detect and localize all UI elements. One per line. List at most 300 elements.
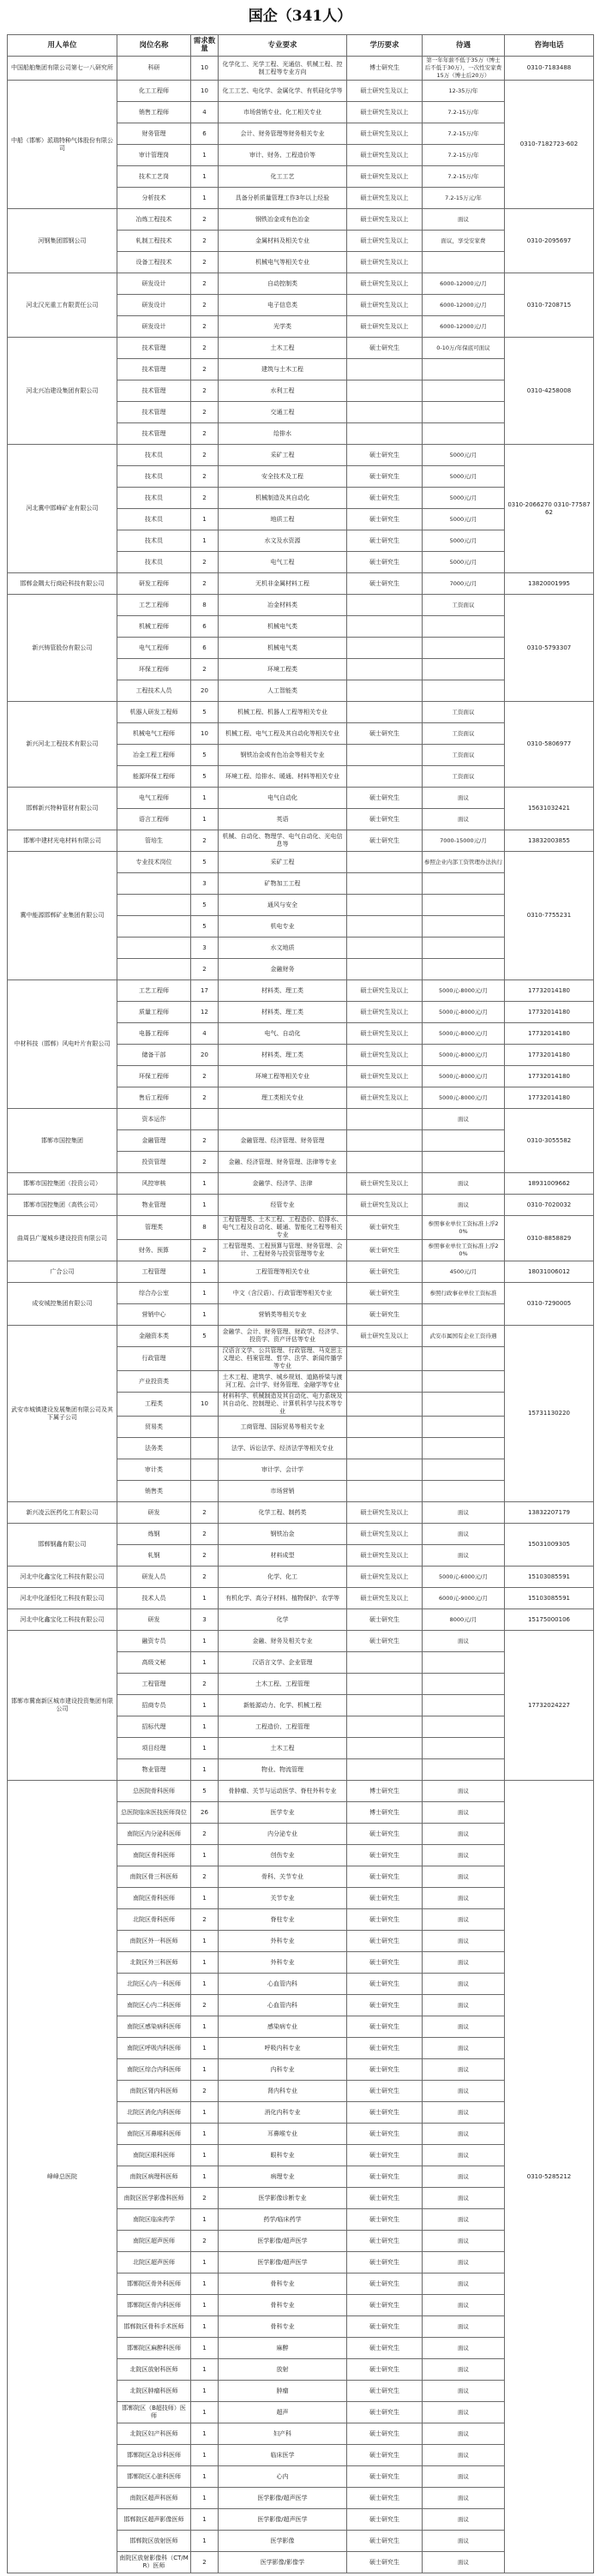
cell-major: 土木工程: [219, 338, 347, 359]
cell-position: 邯郸院区放射医师: [117, 2531, 191, 2552]
cell-education: 硕士研究生: [347, 2145, 423, 2166]
cell-salary: 6000元-9000元/月: [423, 1588, 505, 1609]
cell-education: [347, 1459, 423, 1481]
cell-unit: 河钢集团邯钢公司: [8, 209, 117, 273]
table-body: [8, 57, 594, 2573]
cell-position: 研发工程师: [117, 573, 191, 595]
cell-unit: 河北冀中邯峰矿业有限公司: [8, 445, 117, 573]
cell-phone: 18031006012: [505, 1261, 594, 1283]
cell-major: 工程管理等相关专业: [219, 1261, 347, 1283]
cell-major: 金融学、会计、财务管理、财政学、经济学、投资学、资产评估等专业: [219, 1326, 347, 1347]
cell-salary: 参照行政事业单位工资标准: [423, 1283, 505, 1304]
cell-position: 北院区放射科医师: [117, 2359, 191, 2381]
cell-count: 1: [191, 166, 219, 188]
cell-salary: 面议: [423, 2209, 505, 2231]
cell-education: [347, 702, 423, 723]
cell-major: 钢铁冶金或有色冶金: [219, 209, 347, 231]
cell-position: 电器工程师: [117, 1023, 191, 1045]
cell-position: 北院区妇产科医师: [117, 2423, 191, 2445]
cell-education: 硕士研究生: [347, 2038, 423, 2059]
cell-phone: 0310-7183488: [505, 57, 594, 81]
cell-phone: 0310-8858829: [505, 1216, 594, 1261]
cell-count: 20: [191, 1045, 219, 1066]
table-row: [8, 702, 594, 723]
cell-salary: 面议: [423, 1802, 505, 1824]
cell-education: 硕士研究生: [347, 2359, 423, 2381]
cell-phone: 15103085591: [505, 1567, 594, 1588]
cell-education: 硕士研究生: [347, 2552, 423, 2573]
cell-major: 化学工程、制药类: [219, 1502, 347, 1524]
cell-count: 2: [191, 338, 219, 359]
cell-count: [191, 1481, 219, 1502]
cell-salary: 面议: [423, 1866, 505, 1888]
cell-position: 招商专员: [117, 1695, 191, 1716]
cell-count: 1: [191, 2402, 219, 2423]
cell-position: 技术员: [117, 509, 191, 530]
cell-position: 南院区医学影像科医师: [117, 2188, 191, 2209]
cell-unit: 新兴铸管股份有限公司: [8, 595, 117, 702]
table-row: [8, 1567, 594, 1588]
cell-major: 会计、财务管理等财务相关专业: [219, 123, 347, 145]
cell-education: [347, 1393, 423, 1417]
cell-major: 环境工程、给排水、暖通、材料等相关专业: [219, 766, 347, 788]
table-row: [8, 57, 594, 81]
cell-count: [191, 1371, 219, 1393]
cell-education: [347, 380, 423, 402]
table-row: [8, 852, 594, 873]
cell-salary: 面议: [423, 1824, 505, 1845]
header-salary: 待遇: [423, 35, 505, 57]
cell-salary: [423, 1674, 505, 1695]
cell-education: 硕士研究生: [347, 2445, 423, 2466]
cell-major: 钢铁冶金或有色冶金等相关专业: [219, 745, 347, 766]
cell-count: 2: [191, 1995, 219, 2016]
table-row: [8, 573, 594, 595]
cell-salary: 4500元/月: [423, 1261, 505, 1283]
cell-major: 理工类相关专业: [219, 1087, 347, 1109]
cell-phone: 17732014180: [505, 1002, 594, 1023]
cell-major: 审计、财务、工程造价等: [219, 145, 347, 166]
cell-major: 消化内科专业: [219, 2102, 347, 2124]
cell-education: 硕士研究生: [347, 2273, 423, 2295]
cell-education: [347, 1759, 423, 1781]
cell-position: 物业管理: [117, 1195, 191, 1216]
cell-count: 5: [191, 702, 219, 723]
cell-salary: 面议: [423, 2124, 505, 2145]
cell-education: 硕士研究生: [347, 1631, 423, 1652]
cell-salary: 面议: [423, 209, 505, 231]
cell-education: 硕士研究生: [347, 1240, 423, 1261]
cell-phone: 0310-7755231: [505, 852, 594, 980]
table-header-row: [8, 35, 594, 57]
cell-phone: 15175000106: [505, 1609, 594, 1631]
cell-salary: 7.2-15万/年: [423, 123, 505, 145]
cell-education: [347, 1130, 423, 1152]
page-title: 国企（341人）: [248, 8, 352, 25]
cell-count: 1: [191, 1195, 219, 1216]
cell-unit: 曲周县广厦城乡建设投资有限公司: [8, 1216, 117, 1261]
cell-major: 电气、自动化: [219, 1023, 347, 1045]
cell-salary: 面议: [423, 2381, 505, 2402]
cell-position: 北院区超声医师: [117, 2252, 191, 2273]
cell-position: 产业投资类: [117, 1371, 191, 1393]
cell-major: 通风与安全: [219, 895, 347, 916]
cell-salary: 5000元-8000元/月: [423, 1087, 505, 1109]
cell-education: 硕士研究生: [347, 2316, 423, 2338]
cell-position: 南院区病理科医师: [117, 2166, 191, 2188]
cell-major: 药学/临床药学: [219, 2209, 347, 2231]
cell-salary: 5000元/月: [423, 552, 505, 573]
cell-education: 硕士研究生: [347, 2381, 423, 2402]
cell-salary: 5000元-8000元/月: [423, 1045, 505, 1066]
cell-salary: [423, 1695, 505, 1716]
cell-position: 金融资本类: [117, 1326, 191, 1347]
cell-count: 1: [191, 2445, 219, 2466]
cell-count: 1: [191, 2145, 219, 2166]
cell-salary: 5000元-8000元/月: [423, 1002, 505, 1023]
cell-salary: 第一年年薪不低于35万（博士后不低于30万），一次性安家费15万（博士后20万）: [423, 57, 505, 81]
cell-salary: 工资面议: [423, 745, 505, 766]
cell-count: 2: [191, 488, 219, 509]
cell-major: 无机非金属材料工程: [219, 573, 347, 595]
cell-salary: 0-10万/年保底可面议: [423, 338, 505, 359]
cell-education: 硕士研究生: [347, 552, 423, 573]
cell-position: 南院区超声科医师: [117, 2488, 191, 2509]
cell-education: 硕士研究生: [347, 1888, 423, 1909]
cell-phone: 15031009305: [505, 1524, 594, 1567]
cell-major: 经管专业: [219, 1195, 347, 1216]
cell-major: 金融、财务及相关专业: [219, 1631, 347, 1652]
cell-major: 外科专业: [219, 1931, 347, 1952]
cell-count: 2: [191, 1066, 219, 1087]
cell-education: 硕士研究生及以上: [347, 1567, 423, 1588]
cell-position: 物业管理: [117, 1759, 191, 1781]
cell-position: 南院区心内二科医师: [117, 1995, 191, 2016]
cell-salary: [423, 959, 505, 980]
cell-salary: 7.2-15万/年: [423, 145, 505, 166]
cell-education: 硕士研究生及以上: [347, 1002, 423, 1023]
cell-count: 1: [191, 1738, 219, 1759]
cell-education: 硕士研究生: [347, 1952, 423, 1974]
cell-phone: 17732014180: [505, 1087, 594, 1109]
cell-position: 电气工程师: [117, 788, 191, 809]
cell-position: 研发设计: [117, 316, 191, 338]
cell-count: 2: [191, 1866, 219, 1888]
cell-education: [347, 1695, 423, 1716]
cell-count: 1: [191, 1304, 219, 1326]
cell-education: 硕士研究生: [347, 1216, 423, 1240]
cell-education: 硕士研究生及以上: [347, 1502, 423, 1524]
cell-education: 硕士研究生及以上: [347, 273, 423, 295]
cell-salary: 参照事业单位工资标准上浮20%: [423, 1216, 505, 1240]
table-row: [8, 1502, 594, 1524]
cell-unit: 邯郸市国控集团: [8, 1109, 117, 1173]
cell-education: [347, 766, 423, 788]
cell-education: 硕士研究生: [347, 2402, 423, 2423]
table-row: [8, 1261, 594, 1283]
cell-phone: 0310-5793307: [505, 595, 594, 702]
cell-phone: 0310-2066270 0310-7758762: [505, 445, 594, 573]
table-row: [8, 1326, 594, 1347]
cell-phone: 17732014180: [505, 1045, 594, 1066]
cell-unit: 武安市城镇建设发展集团有限公司及其下属子公司: [8, 1326, 117, 1502]
cell-position: 质量工程师: [117, 1002, 191, 1023]
cell-education: 硕士研究生: [347, 445, 423, 466]
cell-position: [117, 873, 191, 895]
cell-major: 心血管内科: [219, 1995, 347, 2016]
cell-count: 8: [191, 1216, 219, 1240]
cell-salary: [423, 1152, 505, 1173]
cell-count: 2: [191, 466, 219, 488]
cell-education: 硕士研究生及以上: [347, 102, 423, 123]
cell-salary: 12-35万/年: [423, 81, 505, 102]
cell-count: 1: [191, 1931, 219, 1952]
cell-count: 1: [191, 2338, 219, 2359]
table-row: [8, 1588, 594, 1609]
cell-education: 硕士研究生及以上: [347, 1326, 423, 1347]
cell-major: 化学、化工: [219, 1567, 347, 1588]
cell-major: 超声: [219, 2402, 347, 2423]
cell-count: 2: [191, 573, 219, 595]
cell-major: 材料科学、机械制造及其自动化、电力系统及其自动化、控制理论、计算机科学与技术等专业: [219, 1393, 347, 1417]
header-phone: 咨询电话: [505, 35, 594, 57]
table-row: [8, 830, 594, 852]
cell-salary: 面议: [423, 2338, 505, 2359]
cell-salary: 5000元/月: [423, 509, 505, 530]
cell-education: 硕士研究生及以上: [347, 1524, 423, 1545]
cell-count: 2: [191, 1240, 219, 1261]
cell-salary: 面议: [423, 1502, 505, 1524]
header-position: 岗位名称: [117, 35, 191, 57]
cell-position: 销售工程师: [117, 102, 191, 123]
cell-major: 化工工艺: [219, 166, 347, 188]
cell-education: 硕士研究生及以上: [347, 1195, 423, 1216]
cell-education: 硕士研究生: [347, 509, 423, 530]
cell-education: [347, 895, 423, 916]
cell-unit: 河北兴冶建设集团有限公司: [8, 338, 117, 445]
cell-position: 北院区心内一科医师: [117, 1974, 191, 1995]
cell-count: 1: [191, 1588, 219, 1609]
cell-education: 硕士研究生: [347, 2188, 423, 2209]
header-education: 学历要求: [347, 35, 423, 57]
table-row: [8, 81, 594, 102]
cell-count: 1: [191, 2016, 219, 2038]
cell-position: 项目经理: [117, 1738, 191, 1759]
cell-major: 机械、自动化、物理学、电气自动化、光电信息等: [219, 830, 347, 852]
cell-phone: 15731130220: [505, 1326, 594, 1502]
cell-education: 硕士研究生: [347, 2166, 423, 2188]
cell-education: 硕士研究生: [347, 2059, 423, 2081]
cell-phone: 17732014180: [505, 1023, 594, 1045]
cell-salary: 面议: [423, 2466, 505, 2488]
cell-education: 硕士研究生: [347, 2124, 423, 2145]
cell-unit: 邯郸金隅太行商砼科技有限公司: [8, 573, 117, 595]
cell-salary: 5000元/月: [423, 466, 505, 488]
cell-salary: [423, 359, 505, 380]
cell-unit: 新兴河北工程技术有限公司: [8, 702, 117, 788]
cell-position: 研发设计: [117, 273, 191, 295]
cell-count: 1: [191, 1261, 219, 1283]
table-row: [8, 1609, 594, 1631]
cell-major: 金融、经济管理、财务管理、法律等专业: [219, 1152, 347, 1173]
table-row: [8, 1216, 594, 1240]
cell-salary: 面议: [423, 2252, 505, 2273]
cell-phone: 15103085591: [505, 1588, 594, 1609]
cell-salary: [423, 916, 505, 938]
cell-count: 2: [191, 445, 219, 466]
cell-count: 1: [191, 1974, 219, 1995]
cell-position: 财务、预算: [117, 1240, 191, 1261]
cell-education: 硕士研究生及以上: [347, 1588, 423, 1609]
cell-salary: 5000元/月: [423, 488, 505, 509]
cell-salary: 6000-12000元/月: [423, 273, 505, 295]
cell-position: 工程类: [117, 1393, 191, 1417]
cell-position: 环保工程师: [117, 659, 191, 680]
cell-salary: [423, 252, 505, 273]
cell-position: 冶炼工程技术: [117, 209, 191, 231]
cell-major: 光学类: [219, 316, 347, 338]
header-unit: 用人单位: [8, 35, 117, 57]
cell-salary: 面议: [423, 1109, 505, 1130]
cell-education: [347, 1438, 423, 1459]
cell-position: 技术员: [117, 488, 191, 509]
cell-major: 骨科专业: [219, 2273, 347, 2295]
cell-major: 机械电气类: [219, 638, 347, 659]
cell-position: 南院区耳鼻喉科医师: [117, 2124, 191, 2145]
cell-count: 1: [191, 1652, 219, 1674]
cell-major: 肾内科专业: [219, 2081, 347, 2102]
cell-position: 南院区骨科医师: [117, 1888, 191, 1909]
cell-position: 南院区骨科医师: [117, 1845, 191, 1866]
cell-major: 病理专业: [219, 2166, 347, 2188]
cell-unit: 邯郸市国控集团（高铁公司）: [8, 1195, 117, 1216]
cell-education: 博士研究生: [347, 1802, 423, 1824]
cell-position: 资本运作: [117, 1109, 191, 1130]
cell-position: 南院区内分泌科医师: [117, 1824, 191, 1845]
cell-salary: 参照企业内部工资管理办法执行: [423, 852, 505, 873]
cell-salary: 面议: [423, 1545, 505, 1567]
cell-education: 硕士研究生: [347, 1974, 423, 1995]
cell-salary: [423, 380, 505, 402]
cell-major: 材料类、理工类: [219, 1002, 347, 1023]
cell-education: 硕士研究生: [347, 1909, 423, 1931]
cell-count: 5: [191, 852, 219, 873]
cell-position: 综合办公室: [117, 1283, 191, 1304]
cell-count: 1: [191, 2531, 219, 2552]
cell-position: 融资专员: [117, 1631, 191, 1652]
cell-education: 硕士研究生: [347, 1866, 423, 1888]
cell-position: 北院区消化内科医师: [117, 2102, 191, 2124]
cell-position: 南院区放射影像科（CT/MR）医师: [117, 2552, 191, 2573]
cell-major: 医学影像诊断专业: [219, 2188, 347, 2209]
cell-salary: [423, 638, 505, 659]
cell-major: 心血管内科: [219, 1974, 347, 1995]
cell-education: 硕士研究生: [347, 830, 423, 852]
cell-salary: 工资面议: [423, 766, 505, 788]
cell-salary: [423, 1304, 505, 1326]
cell-count: 1: [191, 788, 219, 809]
cell-count: 1: [191, 2273, 219, 2295]
table-row: [8, 1109, 594, 1130]
cell-major: 工商管理、国际贸易等相关专业: [219, 1417, 347, 1438]
cell-phone: 0310-5806977: [505, 702, 594, 788]
cell-count: 2: [191, 380, 219, 402]
cell-major: 市场营销专业、化工相关专业: [219, 102, 347, 123]
cell-major: 材料类、理工类: [219, 980, 347, 1002]
cell-position: 法务类: [117, 1438, 191, 1459]
cell-major: 医学影像/超声医学: [219, 2509, 347, 2531]
cell-education: [347, 1674, 423, 1695]
cell-count: 5: [191, 1326, 219, 1347]
cell-major: 英语: [219, 809, 347, 830]
cell-salary: 面议: [423, 2509, 505, 2531]
cell-count: 1: [191, 2209, 219, 2231]
cell-position: 南院区综合内科医师: [117, 2059, 191, 2081]
cell-salary: 面议: [423, 1631, 505, 1652]
cell-position: 电气工程师: [117, 638, 191, 659]
cell-major: 骨科专业: [219, 2295, 347, 2316]
cell-unit: 邯郸钢鑫有限公司: [8, 1524, 117, 1567]
cell-salary: 面议: [423, 1524, 505, 1545]
cell-count: 1: [191, 1631, 219, 1652]
cell-count: 2: [191, 552, 219, 573]
cell-education: 硕士研究生: [347, 488, 423, 509]
cell-education: 硕士研究生及以上: [347, 1173, 423, 1195]
cell-count: 3: [191, 1609, 219, 1631]
cell-salary: 面议: [423, 809, 505, 830]
cell-salary: 面议: [423, 2166, 505, 2188]
cell-salary: 面议: [423, 2081, 505, 2102]
cell-count: 2: [191, 273, 219, 295]
cell-count: [191, 1417, 219, 1438]
cell-salary: 5000元-8000元/月: [423, 1023, 505, 1045]
cell-education: 硕士研究生: [347, 2209, 423, 2231]
cell-major: 化工工艺、电化学、金属化学、有机硅化学等: [219, 81, 347, 102]
cell-count: 5: [191, 895, 219, 916]
cell-count: 1: [191, 2316, 219, 2338]
cell-salary: 面议: [423, 1888, 505, 1909]
cell-count: 5: [191, 916, 219, 938]
cell-salary: [423, 1347, 505, 1371]
cell-count: 1: [191, 1845, 219, 1866]
cell-count: 2: [191, 830, 219, 852]
cell-salary: 面议: [423, 2531, 505, 2552]
cell-salary: 参照事业单位工资标准上浮20%: [423, 1240, 505, 1261]
cell-position: 技术员: [117, 466, 191, 488]
table-row: [8, 1631, 594, 1652]
cell-major: 钢铁冶金: [219, 1524, 347, 1545]
cell-salary: 5000元-8000元/月: [423, 980, 505, 1002]
table-row: [8, 445, 594, 466]
cell-position: [117, 895, 191, 916]
cell-salary: 面议: [423, 2038, 505, 2059]
cell-education: [347, 1152, 423, 1173]
cell-salary: 面议: [423, 1931, 505, 1952]
cell-unit: 邯郸中建材光电材料有限公司: [8, 830, 117, 852]
cell-count: [191, 1347, 219, 1371]
cell-education: 硕士研究生: [347, 2423, 423, 2445]
cell-major: 材料类、理工类: [219, 1045, 347, 1066]
cell-position: 技术员: [117, 445, 191, 466]
cell-education: [347, 916, 423, 938]
cell-salary: 面议: [423, 1845, 505, 1866]
cell-education: [347, 1481, 423, 1502]
cell-position: 南院区骨三科医师: [117, 1866, 191, 1888]
cell-salary: 工资面议: [423, 595, 505, 616]
cell-position: 南院区超声医师: [117, 2231, 191, 2252]
cell-major: 化学: [219, 1609, 347, 1631]
cell-education: [347, 595, 423, 616]
